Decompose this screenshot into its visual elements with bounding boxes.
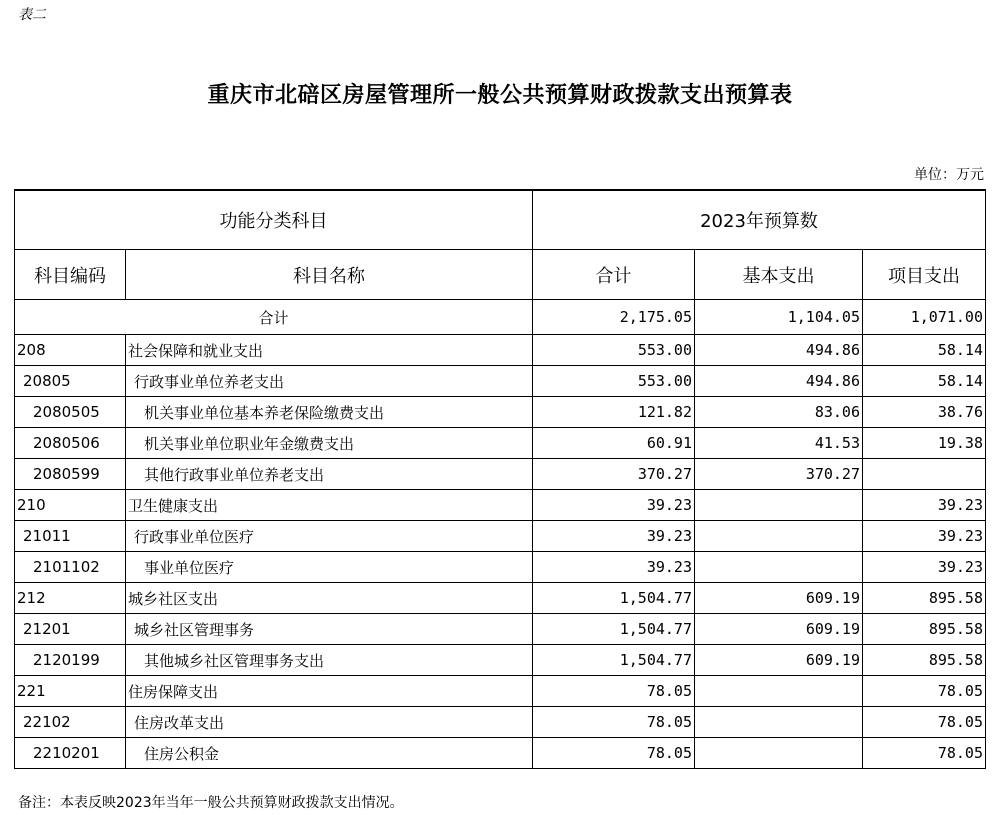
row-project: 58.14 xyxy=(863,366,986,397)
column-header-total: 合计 xyxy=(533,250,695,300)
row-code: 212 xyxy=(15,583,126,614)
row-total: 39.23 xyxy=(533,521,695,552)
row-code: 2210201 xyxy=(15,738,126,769)
row-project xyxy=(863,459,986,490)
table-row xyxy=(15,521,986,552)
table-row xyxy=(15,366,986,397)
row-code: 2120199 xyxy=(15,645,126,676)
row-basic xyxy=(695,521,863,552)
row-name: 机关事业单位职业年金缴费支出 xyxy=(126,428,533,459)
row-project: 58.14 xyxy=(863,335,986,366)
budget-table xyxy=(14,189,986,769)
row-project: 39.23 xyxy=(863,490,986,521)
row-name: 住房改革支出 xyxy=(126,707,533,738)
row-name: 社会保障和就业支出 xyxy=(126,335,533,366)
row-name: 城乡社区支出 xyxy=(126,583,533,614)
page-title: 重庆市北碚区房屋管理所一般公共预算财政拨款支出预算表 xyxy=(207,82,793,108)
table-row xyxy=(15,614,986,645)
column-header-name: 科目名称 xyxy=(126,250,533,300)
unit-label: 单位：万元 xyxy=(914,167,984,183)
row-code: 210 xyxy=(15,490,126,521)
row-basic xyxy=(695,490,863,521)
row-project: 895.58 xyxy=(863,645,986,676)
row-basic: 494.86 xyxy=(695,335,863,366)
table-row xyxy=(15,645,986,676)
row-basic: 494.86 xyxy=(695,366,863,397)
row-name: 其他城乡社区管理事务支出 xyxy=(126,645,533,676)
row-total: 1,504.77 xyxy=(533,645,695,676)
table-number-label: 表二 xyxy=(18,7,46,23)
row-total: 39.23 xyxy=(533,490,695,521)
row-total: 60.91 xyxy=(533,428,695,459)
row-basic xyxy=(695,676,863,707)
row-code: 22102 xyxy=(15,707,126,738)
table-row xyxy=(15,490,986,521)
table-row xyxy=(15,738,986,769)
row-code: 221 xyxy=(15,676,126,707)
row-code: 21201 xyxy=(15,614,126,645)
row-total: 39.23 xyxy=(533,552,695,583)
row-project: 78.05 xyxy=(863,707,986,738)
row-project: 38.76 xyxy=(863,397,986,428)
table-row xyxy=(15,707,986,738)
table-row xyxy=(15,335,986,366)
row-basic: 609.19 xyxy=(695,614,863,645)
total-row-basic: 1,104.05 xyxy=(695,300,863,335)
row-total: 553.00 xyxy=(533,335,695,366)
total-row xyxy=(15,300,986,335)
row-basic xyxy=(695,552,863,583)
column-header-basic: 基本支出 xyxy=(695,250,863,300)
total-row-project: 1,071.00 xyxy=(863,300,986,335)
row-basic: 609.19 xyxy=(695,583,863,614)
footnote: 备注：本表反映2023年当年一般公共预算财政拨款支出情况。 xyxy=(18,795,404,811)
row-name: 行政事业单位医疗 xyxy=(126,521,533,552)
row-project: 78.05 xyxy=(863,738,986,769)
row-project: 39.23 xyxy=(863,521,986,552)
row-project: 895.58 xyxy=(863,614,986,645)
table-row xyxy=(15,428,986,459)
row-name: 行政事业单位养老支出 xyxy=(126,366,533,397)
row-project: 39.23 xyxy=(863,552,986,583)
row-code: 20805 xyxy=(15,366,126,397)
column-header-code: 科目编码 xyxy=(15,250,126,300)
table-row xyxy=(15,459,986,490)
row-project: 895.58 xyxy=(863,583,986,614)
row-total: 1,504.77 xyxy=(533,583,695,614)
row-basic: 83.06 xyxy=(695,397,863,428)
row-total: 78.05 xyxy=(533,707,695,738)
row-code: 208 xyxy=(15,335,126,366)
row-name: 城乡社区管理事务 xyxy=(126,614,533,645)
row-basic xyxy=(695,707,863,738)
table-row xyxy=(15,676,986,707)
row-project: 78.05 xyxy=(863,676,986,707)
row-name: 卫生健康支出 xyxy=(126,490,533,521)
row-name: 事业单位医疗 xyxy=(126,552,533,583)
row-code: 21011 xyxy=(15,521,126,552)
row-code: 2101102 xyxy=(15,552,126,583)
group-header-budget: 2023年预算数 xyxy=(533,190,986,250)
group-header-classification: 功能分类科目 xyxy=(15,190,533,250)
row-basic: 609.19 xyxy=(695,645,863,676)
row-code: 2080599 xyxy=(15,459,126,490)
row-basic xyxy=(695,738,863,769)
row-name: 住房保障支出 xyxy=(126,676,533,707)
row-name: 其他行政事业单位养老支出 xyxy=(126,459,533,490)
total-row-label: 合计 xyxy=(15,300,533,335)
row-code: 2080505 xyxy=(15,397,126,428)
row-total: 553.00 xyxy=(533,366,695,397)
row-name: 机关事业单位基本养老保险缴费支出 xyxy=(126,397,533,428)
row-code: 2080506 xyxy=(15,428,126,459)
row-total: 121.82 xyxy=(533,397,695,428)
row-total: 78.05 xyxy=(533,676,695,707)
table-row xyxy=(15,397,986,428)
table-row xyxy=(15,552,986,583)
row-basic: 41.53 xyxy=(695,428,863,459)
row-basic: 370.27 xyxy=(695,459,863,490)
row-name: 住房公积金 xyxy=(126,738,533,769)
row-total: 78.05 xyxy=(533,738,695,769)
row-total: 1,504.77 xyxy=(533,614,695,645)
total-row-total: 2,175.05 xyxy=(533,300,695,335)
column-header-project: 项目支出 xyxy=(863,250,986,300)
row-project: 19.38 xyxy=(863,428,986,459)
row-total: 370.27 xyxy=(533,459,695,490)
table-row xyxy=(15,583,986,614)
